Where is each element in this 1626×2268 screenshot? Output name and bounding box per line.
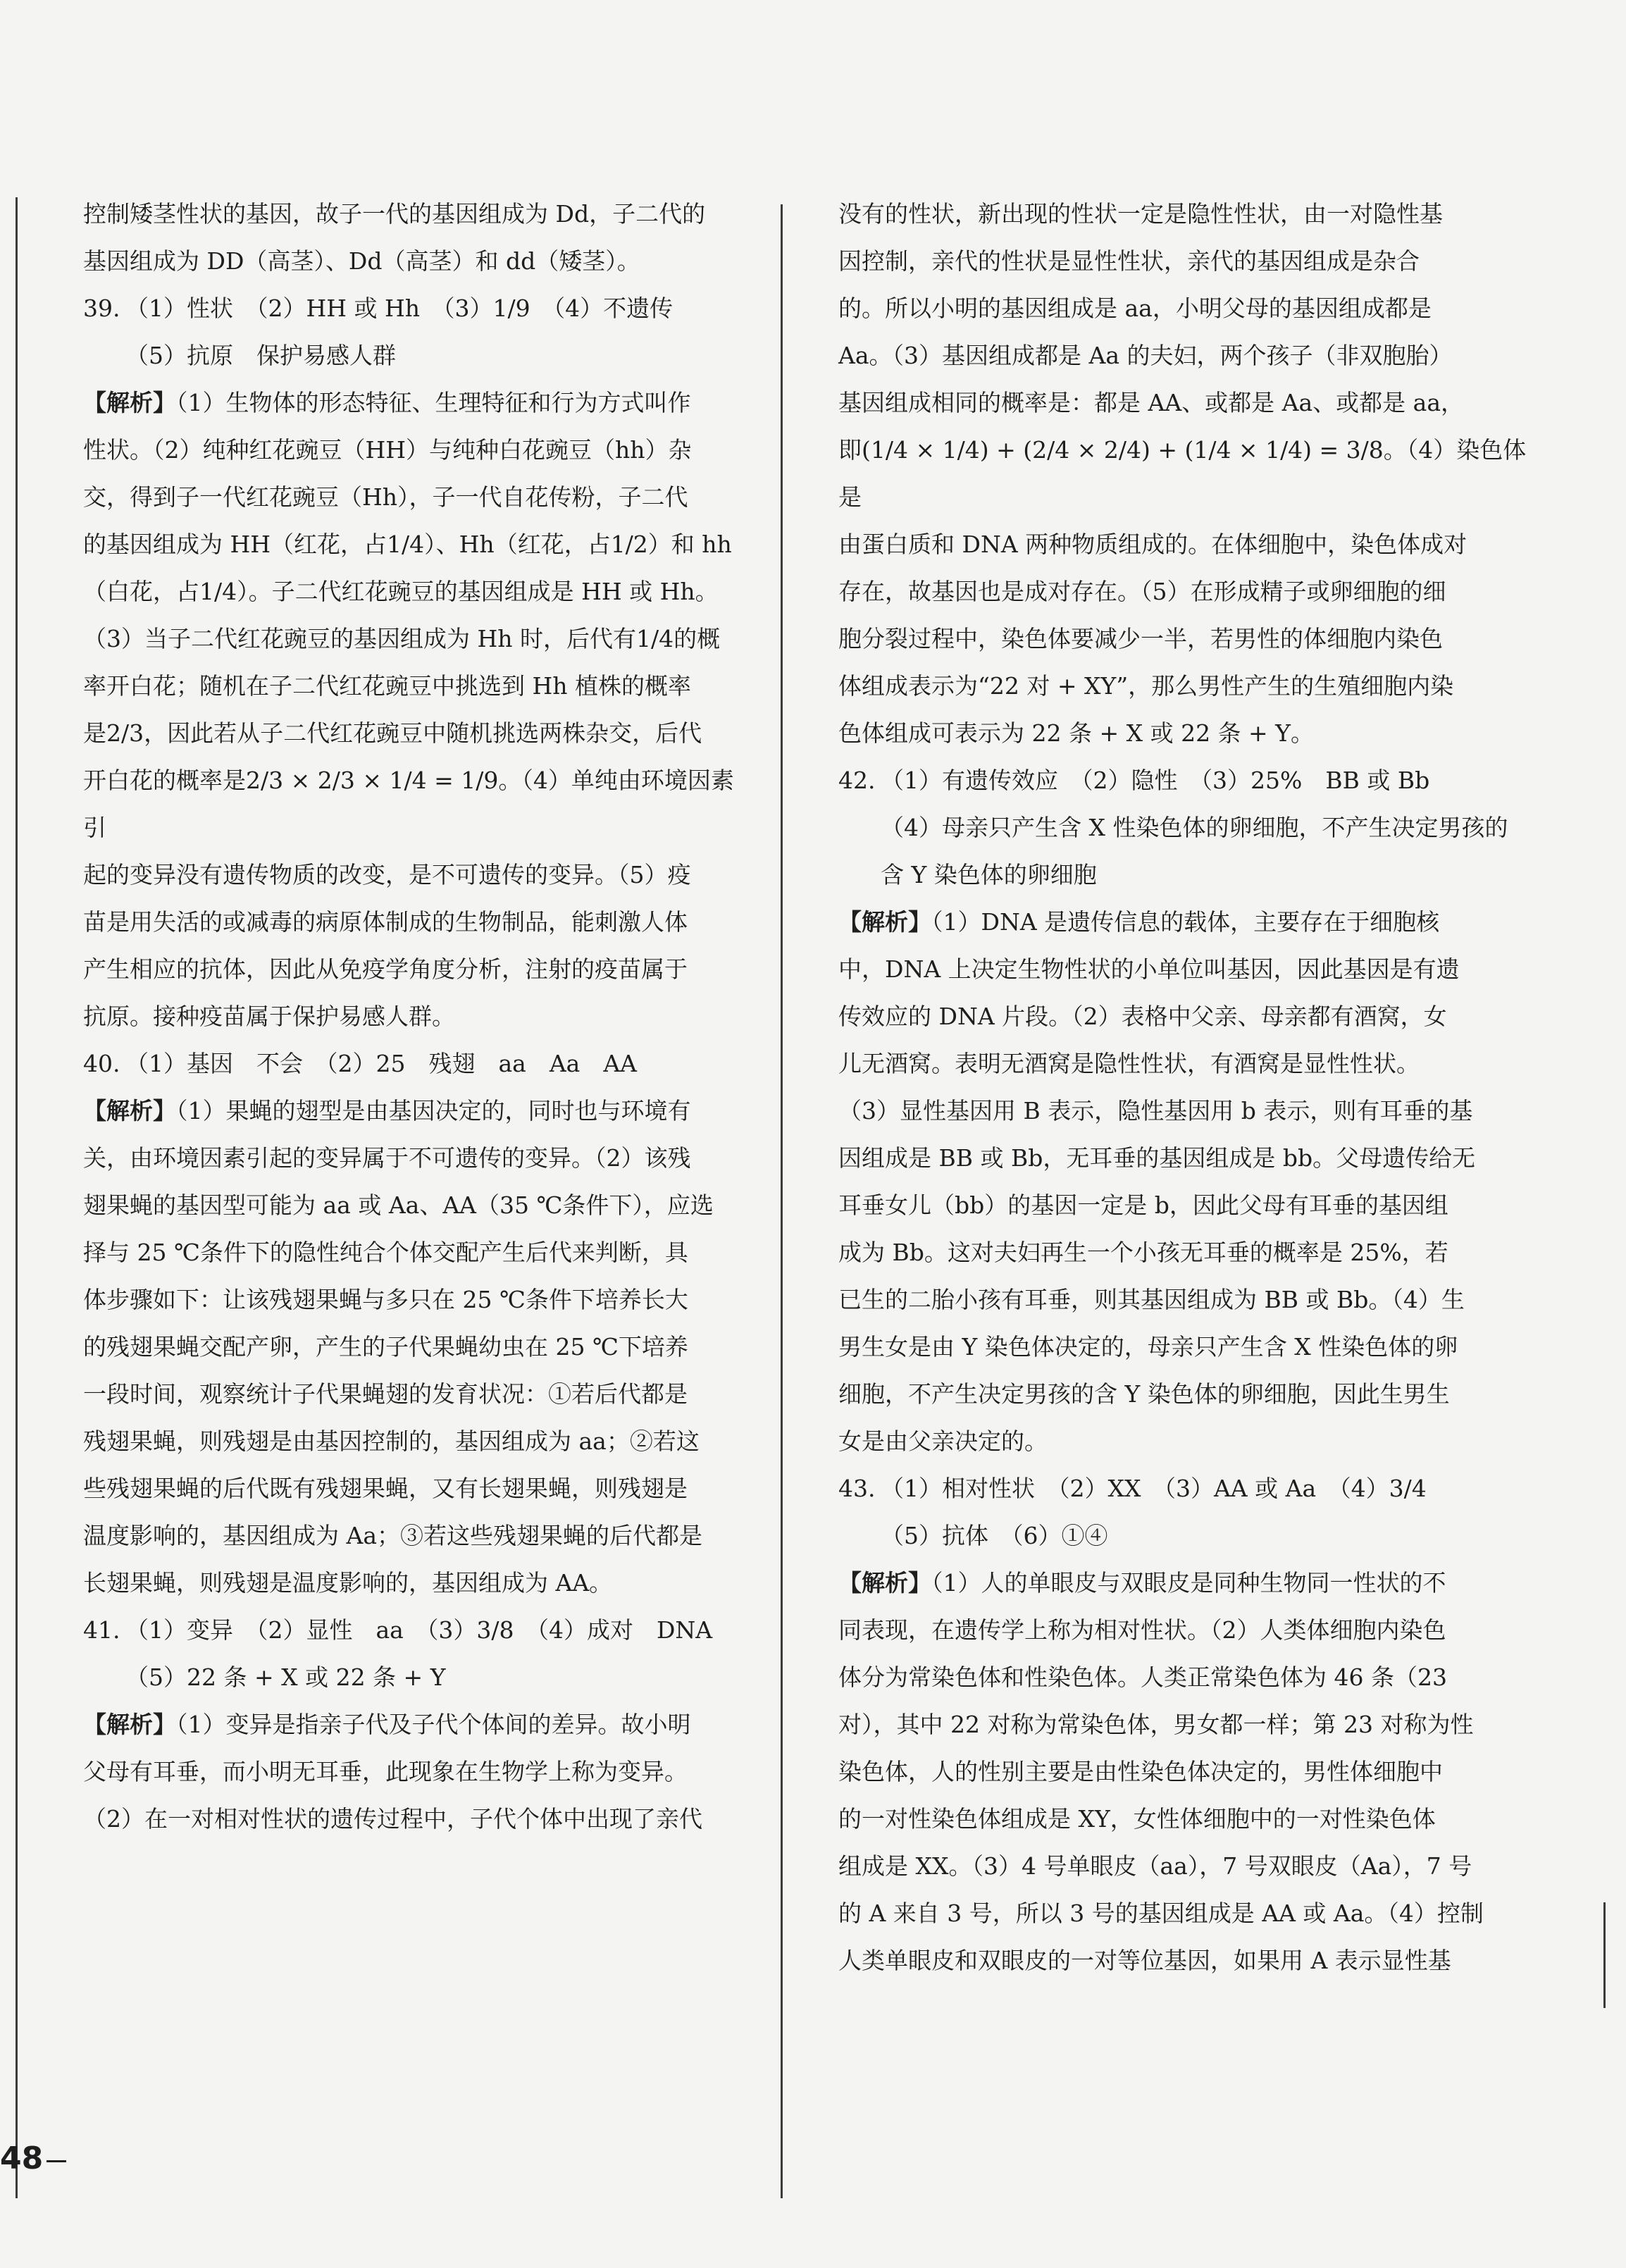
analysis-line (838, 1559, 1549, 1606)
text-line: 体分为常染色体和性染色体。人类正常染色体为 46 条（23 (838, 1663, 1447, 1691)
text-line: 的残翅果蝇交配产卵，产生的子代果蝇幼虫在 25 ℃下培养 (83, 1333, 688, 1361)
text-line: 的基因组成为 HH（红花，占1/4）、Hh（红花，占1/2）和 hh (83, 531, 732, 558)
text-line: 是2/3，因此若从子二代红花豌豆中随机挑选两株杂交，后代 (83, 719, 702, 747)
text-line: 开白花的概率是2/3 × 2/3 × 1/4 = 1/9。（4）单纯由环境因素引 (83, 767, 734, 841)
left-margin-rule (15, 197, 18, 2198)
text-line: 色体组成可表示为 22 条 + X 或 22 条 + Y。 (838, 719, 1314, 747)
text-line: 因组成是 BB 或 Bb，无耳垂的基因组成是 bb。父母遗传给无 (838, 1144, 1476, 1172)
analysis-line (838, 898, 1549, 946)
text-line: 女是由父亲决定的。 (838, 1427, 1048, 1455)
question-number: 43. (838, 1475, 876, 1502)
text-line: 翅果蝇的基因型可能为 aa 或 Aa、AA（35 ℃条件下），应选 (83, 1191, 714, 1219)
text-line: 对），其中 22 对称为常染色体，男女都一样；第 23 对称为性 (838, 1711, 1474, 1738)
text-line: 父母有耳垂，而小明无耳垂，此现象在生物学上称为变异。 (83, 1758, 688, 1785)
text-line: 染色体，人的性别主要是由性染色体决定的，男性体细胞中 (838, 1758, 1443, 1785)
question-number: 41. (83, 1616, 120, 1644)
page-number-dash (46, 2160, 66, 2162)
text-line: 温度影响的，基因组成为 Aa；③若这些残翅果蝇的后代都是 (83, 1522, 702, 1549)
analysis-text: （1）生物体的形态特征、生理特征和行为方式叫作 (176, 389, 691, 416)
text-line: （白花，占1/4）。子二代红花豌豆的基因组成是 HH 或 Hh。 (83, 578, 719, 605)
page-number: 48 (0, 2140, 44, 2176)
answer-line (83, 1606, 751, 1654)
text-line: 产生相应的抗体，因此从免疫学角度分析，注射的疫苗属于 (83, 955, 688, 983)
analysis-tag: 【解析】 (838, 908, 931, 936)
text-line: 交，得到子一代红花豌豆（Hh），子一代自花传粉，子二代 (83, 483, 688, 511)
text-line: 已生的二胎小孩有耳垂，则其基因组成为 BB 或 Bb。（4）生 (838, 1286, 1465, 1313)
text-line: 控制矮茎性状的基因，故子一代的基因组成为 Dd，子二代的 (83, 200, 706, 228)
text-line: 些残翅果蝇的后代既有残翅果蝇，又有长翅果蝇，则残翅是 (83, 1475, 688, 1502)
analysis-tag: 【解析】 (83, 1711, 176, 1738)
answer-line (83, 285, 751, 332)
analysis-text: （1）人的单眼皮与双眼皮是同种生物同一性状的不 (931, 1569, 1446, 1597)
answer-continuation: （5）抗体 （6）①④ (881, 1522, 1108, 1549)
text-line: 体组成表示为“22 对 + XY”，那么男性产生的生殖细胞内染 (838, 672, 1454, 700)
text-line: 体步骤如下：让该残翅果蝇与多只在 25 ℃条件下培养长大 (83, 1286, 688, 1313)
question-number: 42. (838, 767, 876, 794)
answer-continuation: （5）抗原 保护易感人群 (125, 342, 396, 369)
text-line: 人类单眼皮和双眼皮的一对等位基因，如果用 A 表示显性基 (838, 1947, 1451, 1974)
text-line: 成为 Bb。这对夫妇再生一个小孩无耳垂的概率是 25%，若 (838, 1239, 1448, 1266)
answer-line (838, 1465, 1549, 1512)
question-number: 39. (83, 295, 120, 322)
answer-text: （1）性状 （2）HH 或 Hh （3）1/9 （4）不遗传 (125, 295, 674, 322)
text-line: 传效应的 DNA 片段。（2）表格中父亲、母亲都有酒窝，女 (838, 1003, 1447, 1030)
analysis-tag: 【解析】 (83, 389, 176, 416)
text-line: 苗是用失活的或减毒的病原体制成的生物制品，能刺激人体 (83, 908, 688, 936)
analysis-line (83, 379, 751, 426)
text-line: 的一对性染色体组成是 XY，女性体细胞中的一对性染色体 (838, 1805, 1436, 1833)
text-line: （3）当子二代红花豌豆的基因组成为 Hh 时，后代有1/4的概 (83, 625, 721, 652)
text-line: 同表现，在遗传学上称为相对性状。（2）人类体细胞内染色 (838, 1616, 1446, 1644)
text-line: （3）显性基因用 B 表示，隐性基因用 b 表示，则有耳垂的基 (838, 1097, 1473, 1124)
text-line: 抗原。接种疫苗属于保护易感人群。 (83, 1003, 455, 1030)
text-line: 耳垂女儿（bb）的基因一定是 b，因此父母有耳垂的基因组 (838, 1191, 1448, 1219)
text-line: 儿无酒窝。表明无酒窝是隐性性状，有酒窝是显性性状。 (838, 1050, 1420, 1077)
right-column (838, 190, 1549, 1984)
text-line: 没有的性状，新出现的性状一定是隐性性状，由一对隐性基 (838, 200, 1443, 228)
text-line: 即(1/4 × 1/4) + (2/4 × 2/4) + (1/4 × 1/4) = 3/8。（4）染色体是 (838, 436, 1527, 511)
text-line: 残翅果蝇，则残翅是由基因控制的，基因组成为 aa；②若这 (83, 1427, 700, 1455)
answer-text: （1）变异 （2）显性 aa （3）3/8 （4）成对 DNA (125, 1616, 713, 1644)
answer-text: （1）相对性状 （2）XX （3）AA 或 Aa （4）3/4 (881, 1475, 1427, 1502)
text-line: （2）在一对相对性状的遗传过程中，子代个体中出现了亲代 (83, 1805, 702, 1833)
text-line: Aa。（3）基因组成都是 Aa 的夫妇，两个孩子（非双胞胎） (838, 342, 1453, 369)
answer-text: （1）基因 不会 （2）25 残翅 aa Aa AA (125, 1050, 637, 1077)
text-line: 性状。（2）纯种红花豌豆（HH）与纯种白花豌豆（hh）杂 (83, 436, 692, 464)
text-line: 组成是 XX。（3）4 号单眼皮（aa），7 号双眼皮（Aa），7 号 (838, 1852, 1472, 1880)
text-line: 长翅果蝇，则残翅是温度影响的，基因组成为 AA。 (83, 1569, 613, 1597)
answer-line (838, 757, 1549, 804)
text-line: 细胞，不产生决定男孩的含 Y 染色体的卵细胞，因此生男生 (838, 1380, 1450, 1408)
answer-continuation: （5）22 条 + X 或 22 条 + Y (125, 1663, 446, 1691)
right-margin-rule (1603, 1902, 1606, 2008)
text-line: 由蛋白质和 DNA 两种物质组成的。在体细胞中，染色体成对 (838, 531, 1467, 558)
answer-continuation: （4）母亲只产生含 X 性染色体的卵细胞，不产生决定男孩的 (881, 814, 1508, 841)
analysis-tag: 【解析】 (838, 1569, 931, 1597)
answer-continuation: 含 Y 染色体的卵细胞 (881, 861, 1097, 888)
text-line: 基因组成为 DD（高茎）、Dd（高茎）和 dd（矮茎）。 (83, 247, 640, 275)
text-line: 择与 25 ℃条件下的隐性纯合个体交配产生后代来判断，具 (83, 1239, 688, 1266)
text-line: 一段时间，观察统计子代果蝇翅的发育状况：①若后代都是 (83, 1380, 688, 1408)
text-line: 因控制，亲代的性状是显性性状，亲代的基因组成是杂合 (838, 247, 1420, 275)
text-line: 的。所以小明的基因组成是 aa，小明父母的基因组成都是 (838, 295, 1432, 322)
analysis-text: （1）DNA 是遗传信息的载体，主要存在于细胞核 (931, 908, 1440, 936)
text-line: 关，由环境因素引起的变异属于不可遗传的变异。（2）该残 (83, 1144, 691, 1172)
analysis-line (83, 1087, 751, 1134)
text-line: 胞分裂过程中，染色体要减少一半，若男性的体细胞内染色 (838, 625, 1443, 652)
text-line: 率开白花；随机在子二代红花豌豆中挑选到 Hh 植株的概率 (83, 672, 692, 700)
text-line: 基因组成相同的概率是：都是 AA、或都是 Aa、或都是 aa， (838, 389, 1464, 416)
question-number: 40. (83, 1050, 120, 1077)
text-line: 中，DNA 上决定生物性状的小单位叫基因，因此基因是有遗 (838, 955, 1460, 983)
analysis-tag: 【解析】 (83, 1097, 176, 1124)
text-line: 男生女是由 Y 染色体决定的，母亲只产生含 X 性染色体的卵 (838, 1333, 1458, 1361)
column-divider (781, 204, 783, 2198)
analysis-text: （1）果蝇的翅型是由基因决定的，同时也与环境有 (176, 1097, 691, 1124)
answer-text: （1）有遗传效应 （2）隐性 （3）25% BB 或 Bb (881, 767, 1430, 794)
text-line: 存在，故基因也是成对存在。（5）在形成精子或卵细胞的细 (838, 578, 1446, 605)
text-line: 起的变异没有遗传物质的改变，是不可遗传的变异。（5）疫 (83, 861, 691, 888)
analysis-line (83, 1701, 751, 1748)
analysis-text: （1）变异是指亲子代及子代个体间的差异。故小明 (176, 1711, 691, 1738)
text-line: 的 A 来自 3 号，所以 3 号的基因组成是 AA 或 Aa。（4）控制 (838, 1900, 1484, 1927)
answer-line (83, 1040, 751, 1087)
left-column (83, 190, 751, 1842)
